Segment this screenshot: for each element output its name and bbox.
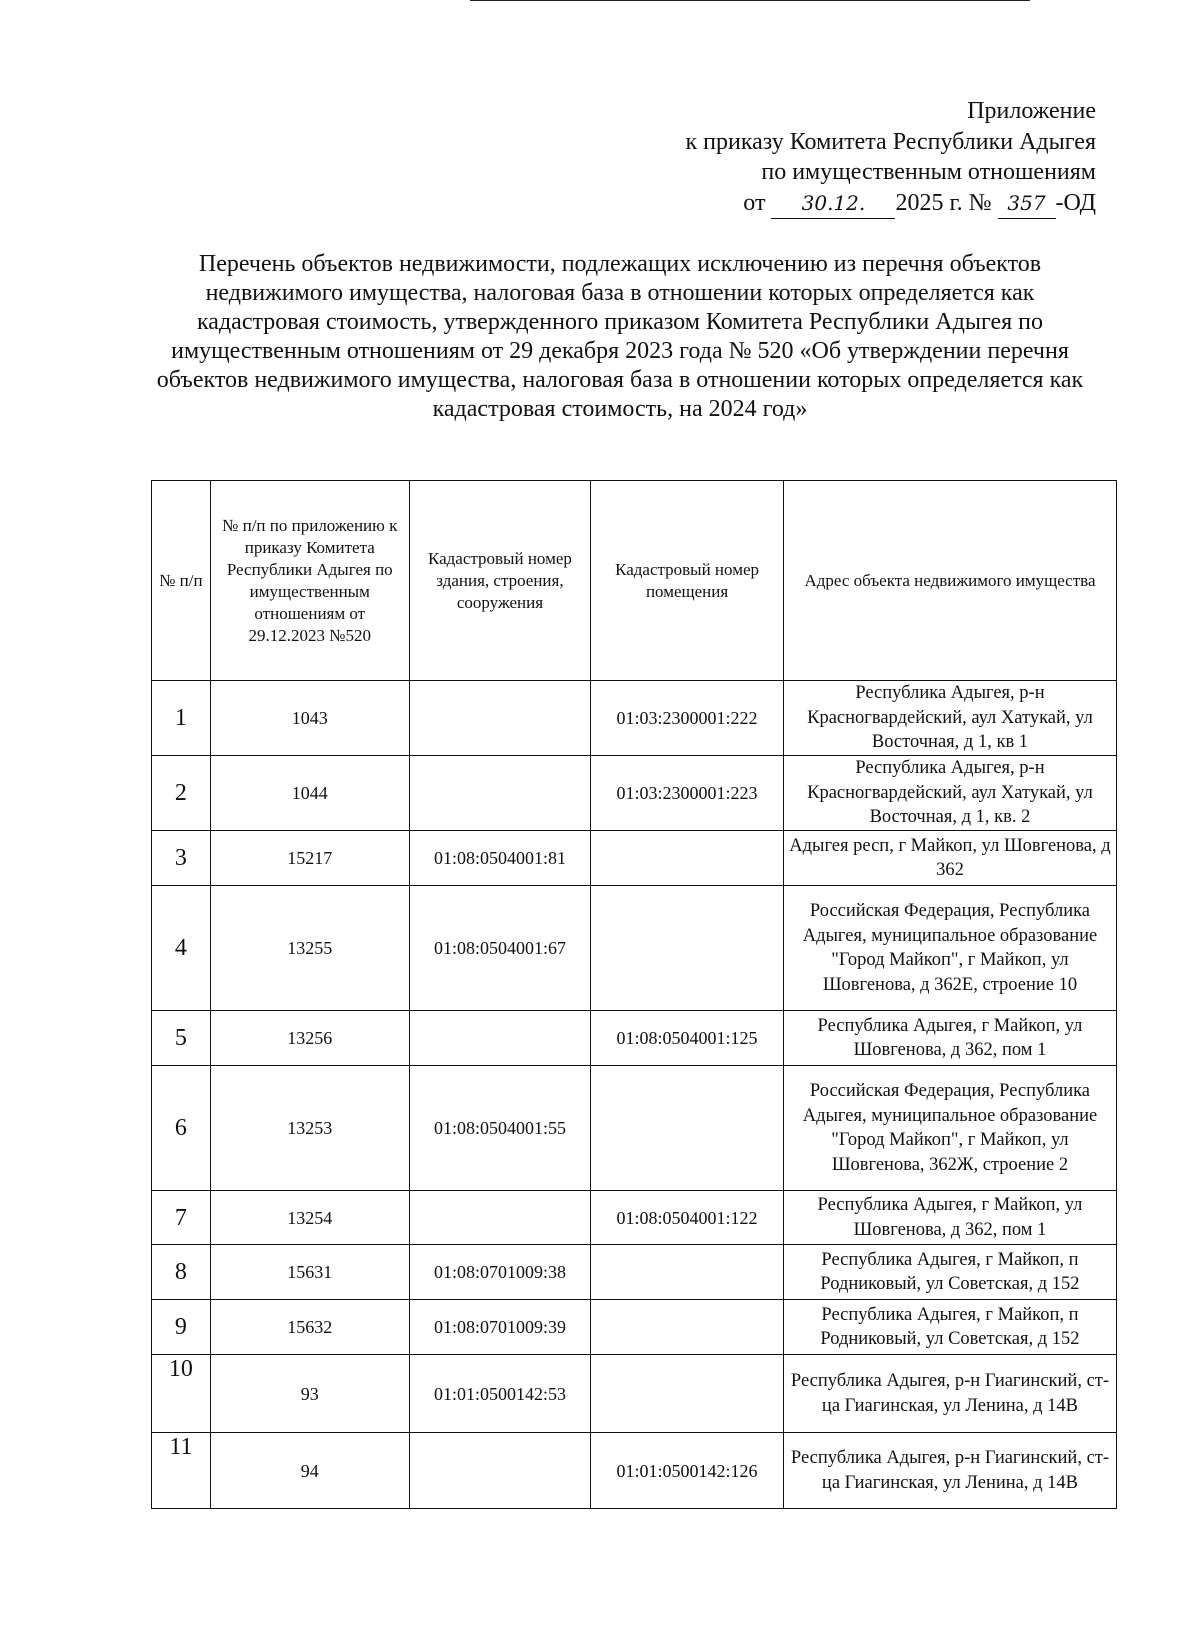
row-reference: 15632: [210, 1300, 409, 1355]
date-field: [771, 188, 895, 220]
row-building-cadastral: [409, 756, 590, 831]
table-row: [152, 1300, 1117, 1355]
row-reference: 15217: [210, 831, 409, 886]
row-building-cadastral: 01:08:0504001:55: [409, 1066, 590, 1191]
row-building-cadastral: [409, 1191, 590, 1245]
row-building-cadastral: 01:01:0500142:53: [409, 1355, 590, 1433]
row-number: 5: [152, 1011, 211, 1066]
row-building-cadastral: 01:08:0701009:38: [409, 1245, 590, 1300]
row-number: 6: [152, 1066, 211, 1191]
document-title: Перечень объектов недвижимости, подлежащих исключению из перечня объектов недвижимого имущества, налоговая база в отношении которых определяется как кадастровая стоимость, утвержденного приказом Комитета Республики Адыгея по имущественным отношениям от 29 декабря 2023 года № 520 «Об утверждении перечня объектов недвижимого имущества, налоговая база в отношении которых определяется как кадастровая стоимость, на 2024 год»: [156, 251, 1084, 422]
row-reference: 93: [210, 1355, 409, 1433]
row-room-cadastral: [591, 1245, 784, 1300]
handwritten-date: 30.12.: [801, 190, 866, 215]
row-reference: 13256: [210, 1011, 409, 1066]
handwritten-number: 357: [1007, 190, 1046, 215]
row-building-cadastral: 01:08:0504001:67: [409, 886, 590, 1011]
row-reference: 1044: [210, 756, 409, 831]
row-number: 8: [152, 1245, 211, 1300]
row-building-cadastral: 01:08:0701009:39: [409, 1300, 590, 1355]
row-address: Республика Адыгея, р-н Гиагинский, ст-ца Гиагинская, ул Ленина, д 14В: [783, 1433, 1116, 1509]
annex-title: Приложение: [967, 98, 1096, 124]
row-number: 2: [152, 756, 211, 831]
row-room-cadastral: 01:03:2300001:223: [591, 756, 784, 831]
table-row: [152, 1245, 1117, 1300]
row-reference: 13253: [210, 1066, 409, 1191]
row-number: 10: [152, 1355, 211, 1433]
annex-date-line: [685, 188, 1096, 220]
number-suffix: -ОД: [1055, 189, 1096, 216]
row-room-cadastral: [591, 1355, 784, 1433]
table-header-row: [152, 481, 1117, 681]
row-number: 3: [152, 831, 211, 886]
header-building-cadastral: Кадастровый номер здания, строения, сооружения: [409, 481, 590, 681]
row-number: 11: [152, 1433, 211, 1509]
table-row: [152, 681, 1117, 756]
row-room-cadastral: [591, 1300, 784, 1355]
row-address: Республика Адыгея, г Майкоп, п Родниковый, ул Советская, д 152: [783, 1245, 1116, 1300]
row-number: 7: [152, 1191, 211, 1245]
row-number: 9: [152, 1300, 211, 1355]
row-reference: 13254: [210, 1191, 409, 1245]
number-field: [998, 188, 1056, 220]
header-room-cadastral: Кадастровый номер помещения: [591, 481, 784, 681]
header-number: № п/п: [152, 481, 211, 681]
row-room-cadastral: 01:03:2300001:222: [591, 681, 784, 756]
annex-block: [685, 96, 1096, 219]
table-row: [152, 1011, 1117, 1066]
row-address: Республика Адыгея, р-н Красногвардейский, аул Хатукай, ул Восточная, д 1, кв. 2: [783, 756, 1116, 831]
row-number: 1: [152, 681, 211, 756]
row-address: Российская Федерация, Республика Адыгея, муниципальное образование "Город Майкоп", г Майкоп, ул Шовгенова, д 362Е, строение 10: [783, 886, 1116, 1011]
row-address: Республика Адыгея, р-н Красногвардейский, аул Хатукай, ул Восточная, д 1, кв 1: [783, 681, 1116, 756]
row-building-cadastral: [409, 1011, 590, 1066]
table-row: [152, 1066, 1117, 1191]
row-address: Адыгея респ, г Майкоп, ул Шовгенова, д 362: [783, 831, 1116, 886]
row-address: Российская Федерация, Республика Адыгея, муниципальное образование "Город Майкоп", г Майкоп, ул Шовгенова, 362Ж, строение 2: [783, 1066, 1116, 1191]
year-text: 2025 г. №: [895, 189, 992, 216]
table-row: [152, 756, 1117, 831]
row-room-cadastral: [591, 831, 784, 886]
row-reference: 1043: [210, 681, 409, 756]
date-prefix: от: [743, 189, 766, 216]
row-address: Республика Адыгея, г Майкоп, ул Шовгенова, д 362, пом 1: [783, 1011, 1116, 1066]
row-building-cadastral: [409, 1433, 590, 1509]
row-room-cadastral: 01:08:0504001:122: [591, 1191, 784, 1245]
scan-edge-line: [470, 0, 1030, 1]
row-room-cadastral: 01:08:0504001:125: [591, 1011, 784, 1066]
row-reference: 13255: [210, 886, 409, 1011]
table-row: [152, 886, 1117, 1011]
row-building-cadastral: 01:08:0504001:81: [409, 831, 590, 886]
table-row: [152, 1433, 1117, 1509]
row-reference: 94: [210, 1433, 409, 1509]
table-row: [152, 1191, 1117, 1245]
table-row: [152, 831, 1117, 886]
header-reference: № п/п по приложению к приказу Комитета Республики Адыгея по имущественным отношениям от 29.12.2023 №520: [210, 481, 409, 681]
annex-order-line: к приказу Комитета Республики Адыгея: [685, 128, 1096, 155]
objects-table: [151, 480, 1117, 1509]
table-row: [152, 1355, 1117, 1433]
row-building-cadastral: [409, 681, 590, 756]
row-address: Республика Адыгея, г Майкоп, п Родниковый, ул Советская, д 152: [783, 1300, 1116, 1355]
row-address: Республика Адыгея, г Майкоп, ул Шовгенова, д 362, пом 1: [783, 1191, 1116, 1245]
row-address: Республика Адыгея, р-н Гиагинский, ст-ца Гиагинская, ул Ленина, д 14В: [783, 1355, 1116, 1433]
header-address: Адрес объекта недвижимого имущества: [783, 481, 1116, 681]
row-room-cadastral: [591, 1066, 784, 1191]
annex-committee-line: по имущественным отношениям: [761, 159, 1096, 185]
row-number: 4: [152, 886, 211, 1011]
row-reference: 15631: [210, 1245, 409, 1300]
row-room-cadastral: [591, 886, 784, 1011]
row-room-cadastral: 01:01:0500142:126: [591, 1433, 784, 1509]
